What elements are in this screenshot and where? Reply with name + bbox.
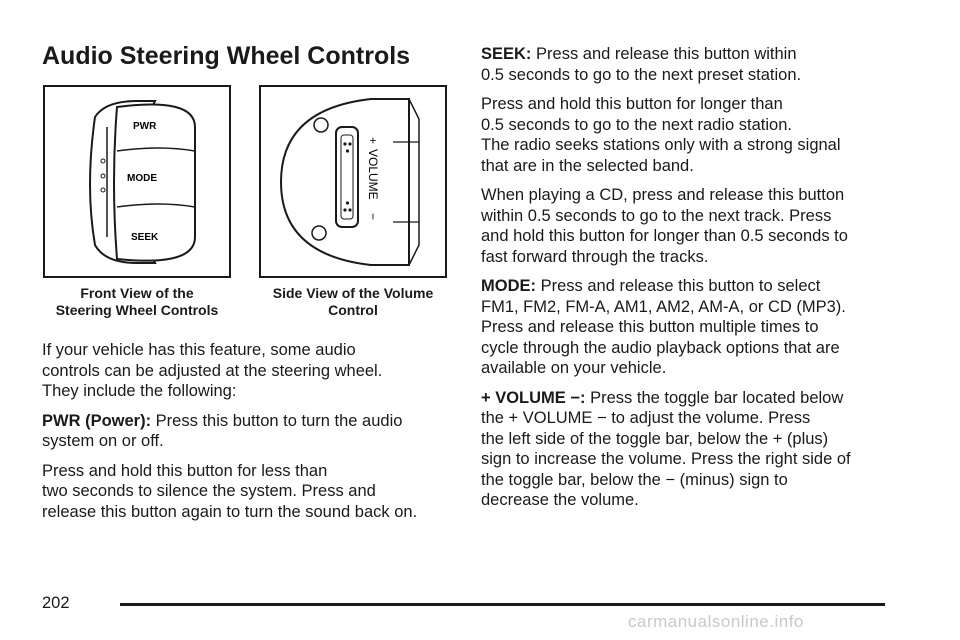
side-view-figure [259,85,447,278]
side-view-caption: Side View of the Volume Control [272,285,434,318]
volume-control-illustration [261,87,445,276]
mode-term: MODE: [481,277,536,295]
page-number: 202 [42,594,70,612]
front-view-caption: Front View of the Steering Wheel Controls [55,285,219,318]
mode-button-label: MODE [127,173,157,184]
volume-text: Press the toggle bar located below the + VOLUME − to adjust the volume. Press the left side of the toggle bar, below the + (plus) sign to increase the volume. Press the right side of the toggle bar, below the − (minus) sign to decrease the volume. [481,388,851,509]
mode-paragraph [481,276,901,379]
front-view-figure [43,85,231,278]
volume-plus-label: + [366,137,380,145]
right-column [481,44,901,520]
footer-divider [120,603,885,606]
volume-paragraph [481,388,901,511]
seek-button-label: SEEK [131,232,159,243]
page-title: Audio Steering Wheel Controls [42,42,411,70]
intro-paragraph: If your vehicle has this feature, some audio controls can be adjusted at the steering wheel. They include the following: [42,341,383,400]
mode-text: Press and release this button to select FM1, FM2, FM-A, AM1, AM2, AM-A, or CD (MP3). Press and release this button multiple times to cycle through the audio playback options that are available on your vehicle. [481,277,846,377]
pwr-hold-paragraph: Press and hold this button for less than two seconds to silence the system. Press and release this button again to turn the sound back on. [42,461,418,521]
left-column [42,340,452,531]
pwr-paragraph [42,411,452,452]
seek-cd-paragraph: When playing a CD, press and release this button within 0.5 seconds to go to the next track. Press and hold this button for longer than 0.5 seconds to fast forward through the tracks. [481,186,848,266]
pwr-text: Press this button to turn the audio system on or off. [42,411,403,450]
seek-term: SEEK: [481,45,532,63]
volume-label: VOLUME [366,149,380,200]
seek-hold-paragraph: Press and hold this button for longer than 0.5 seconds to go to the next radio station. The radio seeks stations only with a strong signal that are in the selected band. [481,95,841,175]
volume-minus-label: − [366,213,380,221]
pwr-button-label: PWR [133,121,157,132]
volume-term: + VOLUME −: [481,388,586,407]
seek-paragraph [481,44,901,85]
seek-text: Press and release this button within 0.5 seconds to go to the next preset station. [481,45,802,84]
steering-controls-illustration [45,87,229,276]
watermark: carmanualsonline.info [628,612,804,631]
pwr-term: PWR (Power): [42,411,152,430]
